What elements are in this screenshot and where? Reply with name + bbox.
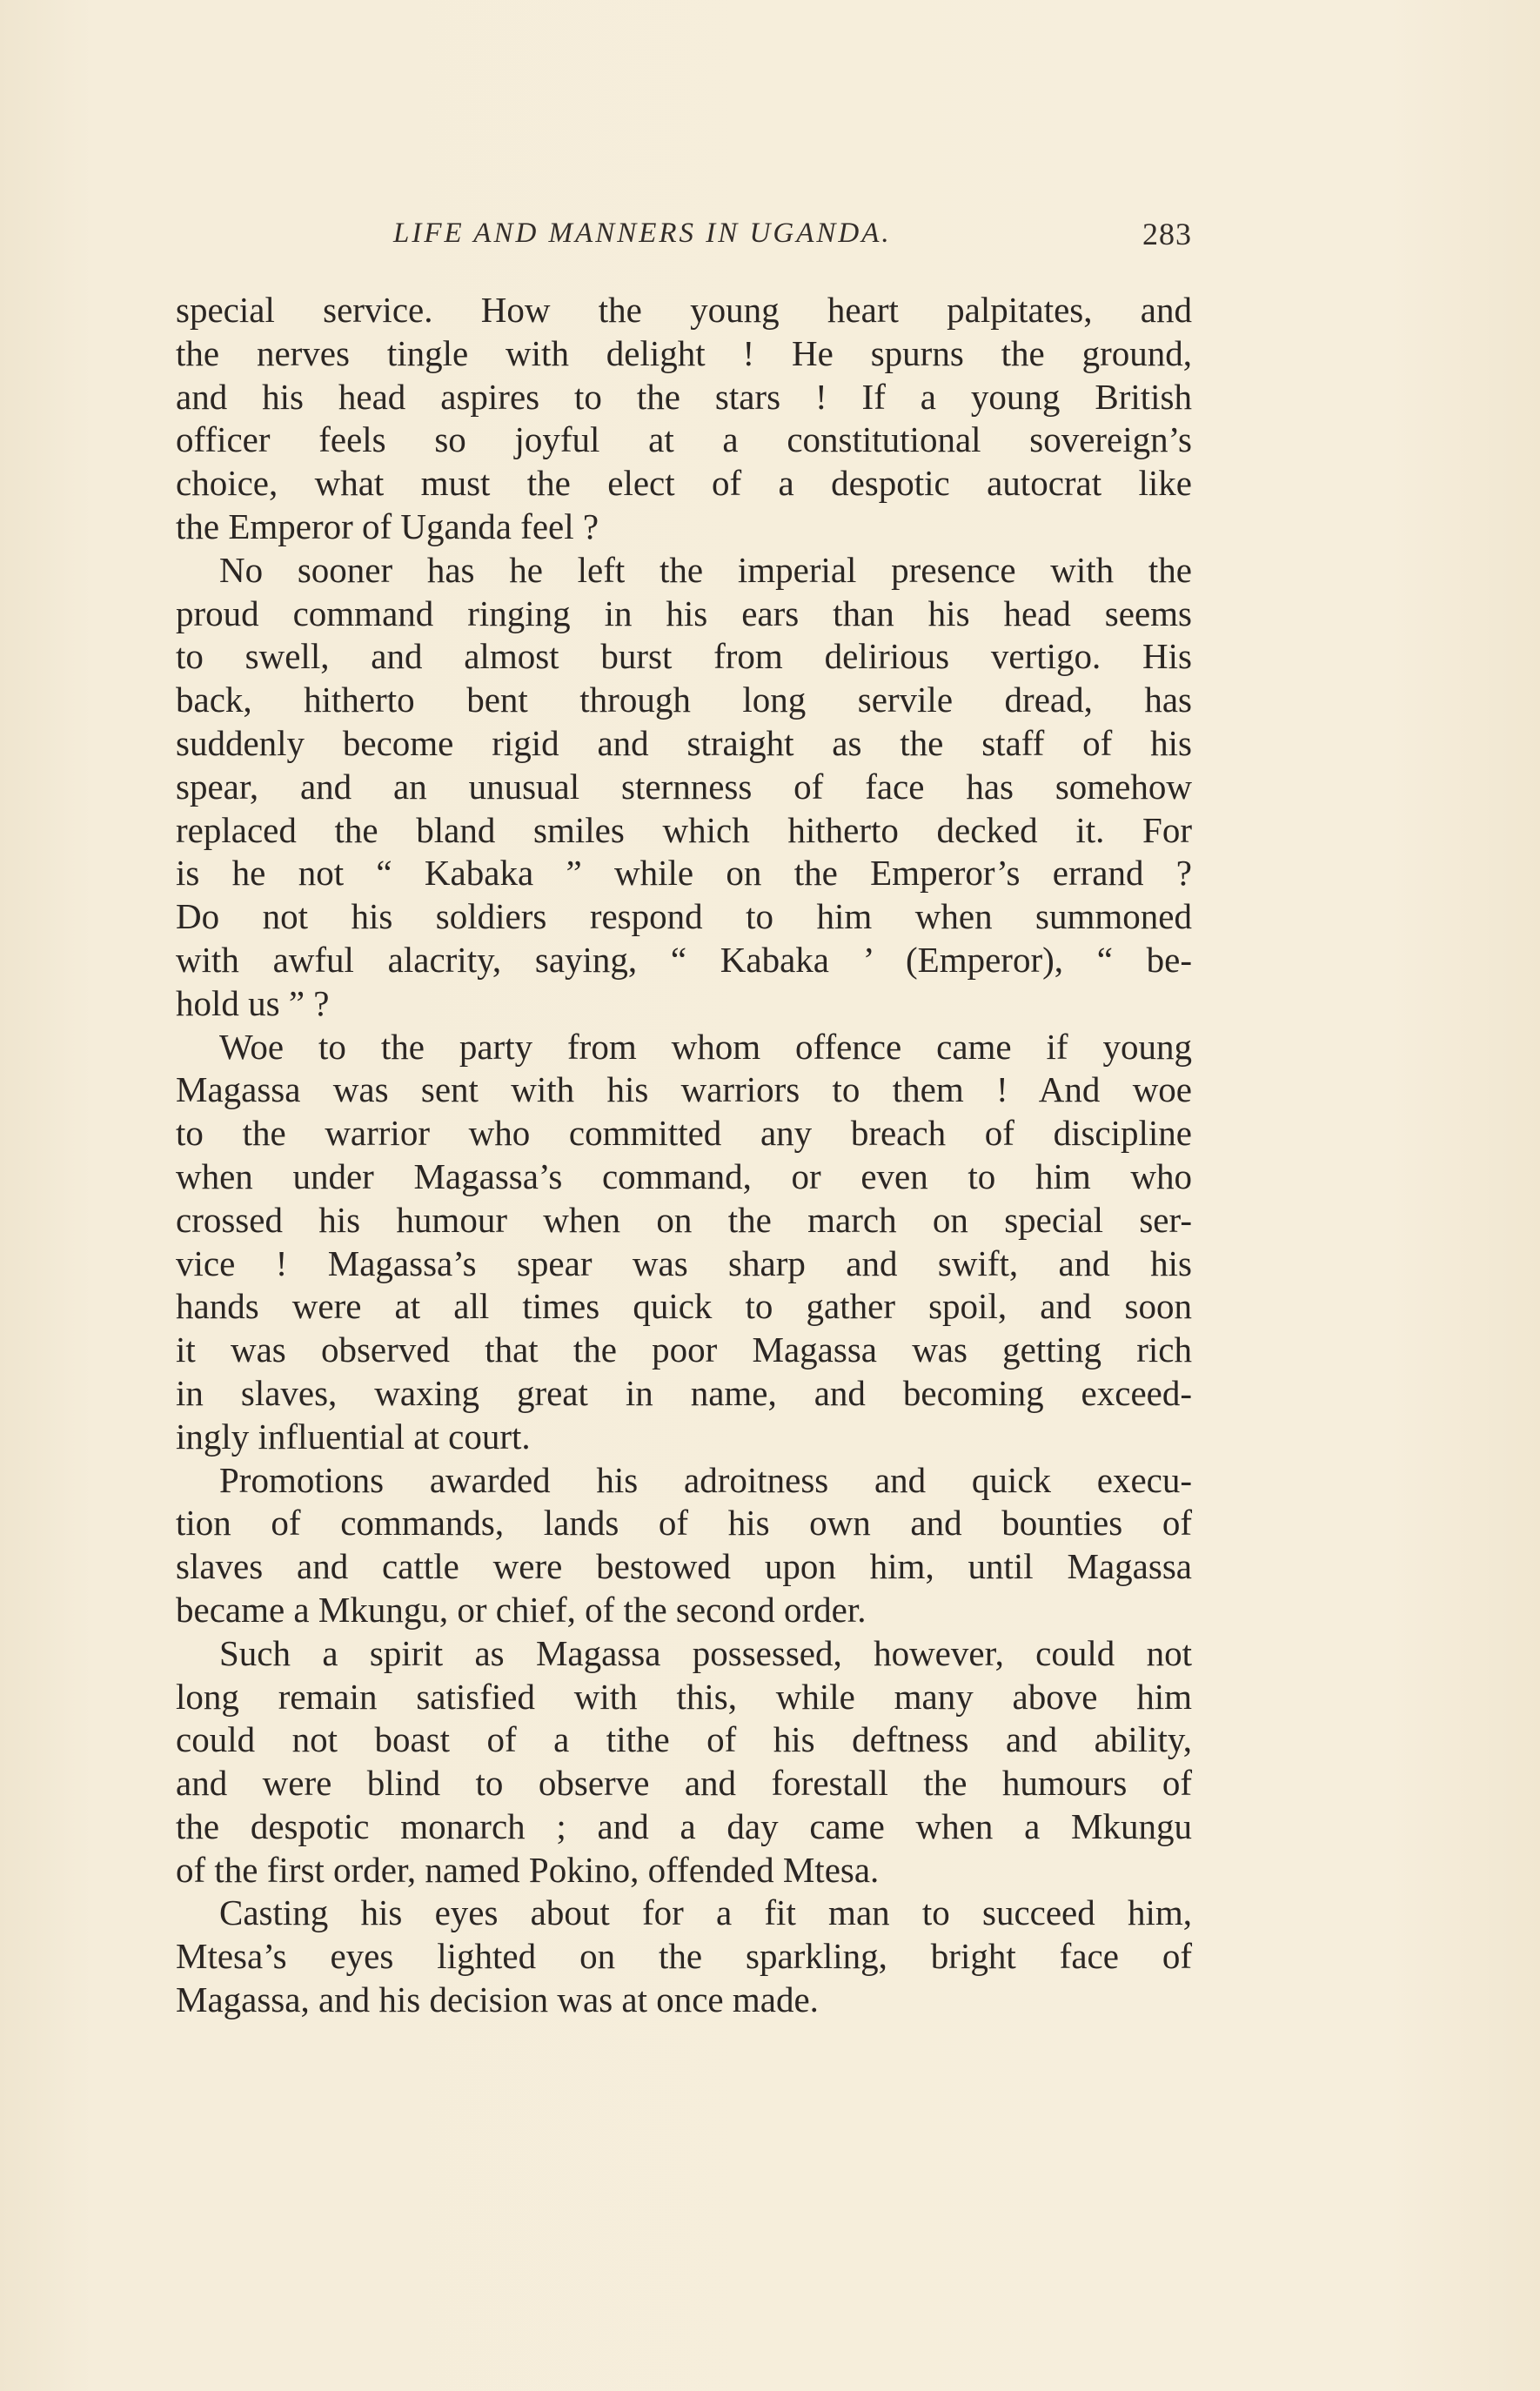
text-line: Do not his soldiers respond to him when summoned [176,896,1192,937]
text-line: is he not “ Kabaka ” while on the Emperor’s errand ? [176,853,1192,894]
text-line: and his head aspires to the stars ! If a young British [176,376,1192,417]
page-number: 283 [1142,217,1192,251]
text-line: it was observed that the poor Magassa was getting rich [176,1329,1192,1370]
text-line: when under Magassa’s command, or even to him who [176,1155,1192,1196]
text-line: Magassa, and his decision was at once made. [176,1979,819,2020]
paragraph [176,1632,1192,1892]
text-line: replaced the bland smiles which hitherto decked it. For [176,809,1192,850]
text-line: proud command ringing in his ears than his head seems [176,593,1192,633]
text-line: tion of commands, lands of his own and bounties of [176,1503,1192,1544]
text-line: long remain satisfied with this, while many above him [176,1676,1192,1717]
text-line: Casting his eyes about for a fit man to succeed him, [219,1892,1192,1933]
text-line: back, hitherto bent through long servile dread, has [176,680,1192,720]
text-line: special service. How the young heart palpitates, and [176,290,1192,330]
text-line: and were blind to observe and forestall the humours of [176,1763,1192,1804]
text-line: Mtesa’s eyes lighted on the sparkling, bright face of [176,1936,1192,1977]
text-line: choice, what must the elect of a despotic autocrat like [176,463,1192,504]
text-line: with awful alacrity, saying, “ Kabaka ’ (Emperor), “ be- [176,939,1192,980]
paragraph [176,1026,1192,1459]
text-line: hold us ” ? [176,982,330,1023]
text-line: crossed his humour when on the march on special ser- [176,1199,1192,1240]
paragraph [176,289,1192,549]
text-line: became a Mkungu, or chief, of the second order. [176,1589,867,1630]
text-line: the nerves tingle with delight ! He spurns the ground, [176,332,1192,373]
paragraph [176,549,1192,1026]
text-line: the Emperor of Uganda feel ? [176,506,599,546]
paragraph [176,1892,1192,2021]
body-text [176,289,1192,2022]
text-line: to swell, and almost burst from delirious vertigo. His [176,636,1192,677]
text-line: hands were at all times quick to gather spoil, and soon [176,1286,1192,1327]
text-line: suddenly become rigid and straight as the staff of his [176,722,1192,763]
text-line: Promotions awarded his adroitness and quick execu- [219,1459,1192,1500]
text-line: vice ! Magassa’s spear was sharp and swift, and his [176,1242,1192,1283]
text-line: Magassa was sent with his warriors to them ! And woe [176,1069,1192,1110]
text-line: to the warrior who committed any breach of discipline [176,1113,1192,1154]
text-line: in slaves, waxing great in name, and becoming exceed- [176,1372,1192,1413]
paragraph [176,1459,1192,1632]
text-line: officer feels so joyful at a constitutional sovereign’s [176,419,1192,460]
text-line: slaves and cattle were bestowed upon him, until Magassa [176,1546,1192,1587]
text-line: the despotic monarch ; and a day came when a Mkungu [176,1805,1192,1846]
running-title: LIFE AND MANNERS IN UGANDA. [393,218,892,249]
text-line: ingly influential at court. [176,1416,531,1457]
text-line: spear, and an unusual sternness of face has somehow [176,766,1192,807]
text-line: Such a spirit as Magassa possessed, however, could not [219,1632,1192,1673]
text-line: could not boast of a tithe of his deftness and ability, [176,1719,1192,1760]
text-line: of the first order, named Pokino, offended Mtesa. [176,1849,880,1890]
text-line: Woe to the party from whom offence came if young [219,1026,1192,1067]
text-line: No sooner has he left the imperial presence with the [219,549,1192,590]
page-header [174,218,1192,270]
